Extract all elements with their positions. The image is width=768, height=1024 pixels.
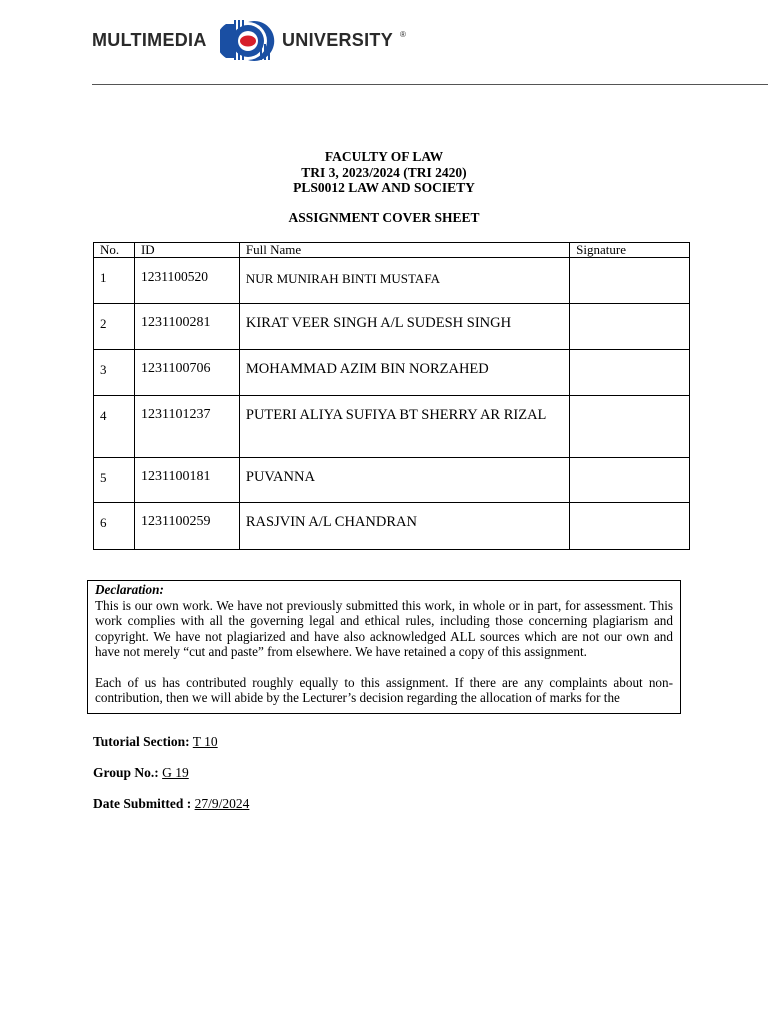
row-id: 1231100520: [134, 258, 239, 304]
col-header-no: No.: [94, 243, 135, 258]
row-signature: [570, 396, 690, 458]
row-no: 4: [94, 396, 135, 458]
row-name: PUTERI ALIYA SUFIYA BT SHERRY AR RIZAL: [239, 396, 569, 458]
row-signature: [570, 304, 690, 350]
row-signature: [570, 458, 690, 503]
trimester-title: TRI 3, 2023/2024 (TRI 2420): [301, 164, 467, 180]
col-header-id: ID: [134, 243, 239, 258]
logo-word-right: UNIVERSITY: [282, 30, 394, 50]
header-rule: [92, 84, 768, 85]
date-submitted-label: Date Submitted :: [93, 796, 192, 811]
row-name: PUVANNA: [239, 458, 569, 503]
table-row: [94, 304, 690, 350]
university-emblem-icon: [220, 18, 278, 64]
university-logo: [92, 18, 422, 64]
row-signature: [570, 503, 690, 550]
table-row: [94, 458, 690, 503]
row-no: 5: [94, 458, 135, 503]
declaration-paragraph-2: Each of us has contributed roughly equally to this assignment. If there are any complaints about non-contribution, then we will abide by the Lecturer’s decision regarding the allocation of marks for the: [95, 674, 673, 705]
date-submitted-value: 27/9/2024: [194, 796, 250, 811]
row-name: NUR MUNIRAH BINTI MUSTAFA: [239, 258, 569, 304]
members-table: [93, 242, 690, 550]
row-signature: [570, 258, 690, 304]
row-no: 2: [94, 304, 135, 350]
course-header: [0, 149, 768, 196]
row-no: 3: [94, 350, 135, 396]
tutorial-section-field: [93, 734, 218, 750]
faculty-title: FACULTY OF LAW: [324, 149, 444, 164]
date-submitted-field: [93, 796, 249, 812]
table-row: [94, 258, 690, 304]
document-header: [0, 0, 768, 90]
table-header-row: [94, 243, 690, 258]
row-no: 6: [94, 503, 135, 550]
row-id: 1231100181: [134, 458, 239, 503]
declaration-paragraph-1: This is our own work. We have not previously submitted this work, in whole or in part, for assessment. This work complies with all the governing legal and ethical rules, including those concerning plagiarism and copyright. We have not plagiarized and have also acknowledged ALL sources which are not our own and have not merely “cut and paste” from elsewhere. We have retained a copy of this assignment.: [95, 597, 673, 659]
table-row: [94, 350, 690, 396]
logo-word-left: MULTIMEDIA: [92, 30, 207, 50]
declaration-heading: Declaration:: [95, 582, 164, 597]
row-name: KIRAT VEER SINGH A/L SUDESH SINGH: [239, 304, 569, 350]
group-no-field: [93, 765, 189, 781]
row-id: 1231100706: [134, 350, 239, 396]
registered-mark: ®: [400, 30, 406, 39]
table-row: [94, 503, 690, 550]
row-id: 1231100259: [134, 503, 239, 550]
row-name: RASJVIN A/L CHANDRAN: [239, 503, 569, 550]
row-no: 1: [94, 258, 135, 304]
row-name: MOHAMMAD AZIM BIN NORZAHED: [239, 350, 569, 396]
row-signature: [570, 350, 690, 396]
tutorial-section-label: Tutorial Section:: [93, 734, 190, 749]
cover-sheet-title: ASSIGNMENT COVER SHEET: [288, 210, 480, 225]
tutorial-section-value: T 10: [192, 734, 218, 749]
col-header-signature: Signature: [570, 243, 690, 258]
group-no-label: Group No.:: [93, 765, 159, 780]
group-no-value: G 19: [162, 765, 189, 780]
declaration-box: [87, 580, 681, 714]
row-id: 1231101237: [134, 396, 239, 458]
col-header-name: Full Name: [239, 243, 569, 258]
course-title: PLS0012 LAW AND SOCIETY: [293, 180, 475, 195]
table-row: [94, 396, 690, 458]
row-id: 1231100281: [134, 304, 239, 350]
